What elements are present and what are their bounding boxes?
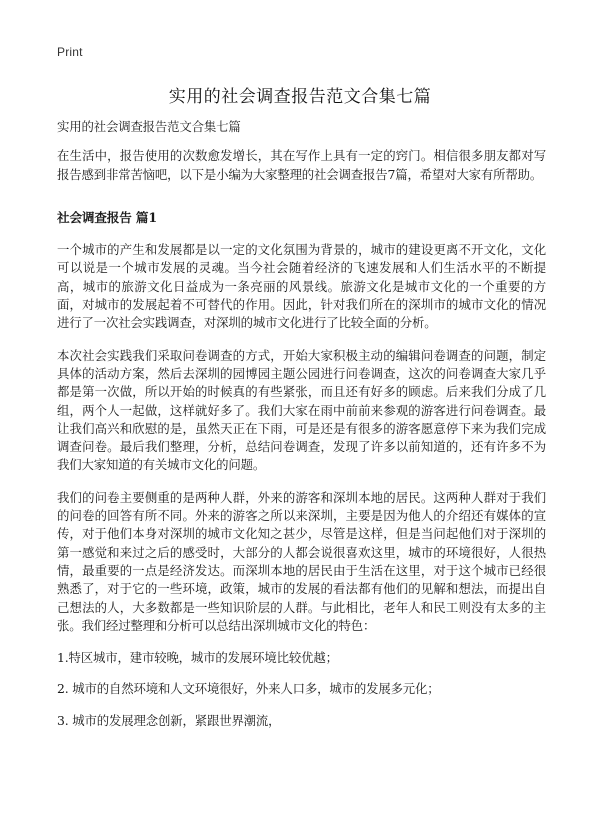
list-item-2: 2. 城市的自然环境和人文环境很好，外来人口多，城市的发展多元化； [57, 681, 440, 697]
list-item-1: 1.特区城市，建市较晚，城市的发展环境比较优越； [57, 650, 338, 666]
intro-paragraph: 在生活中，报告使用的次数愈发增长，其在写作上具有一定的窍门。相信很多朋友都对写报告感到非常苦恼吧，以下是小编为大家整理的社会调查报告7篇，希望对大家有所帮助。 [57, 148, 546, 182]
section-heading: 社会调查报告 篇1 [57, 209, 157, 225]
document-body [57, 118, 546, 743]
body-paragraph-2: 本次社会实践我们采取问卷调查的方式，开始大家积极主动的编辑问卷调查的问题，制定具体的活动方案，然后去深圳的园博园主题公园进行问卷调查，这次的问卷调查大家几乎都是第一次做，所以开始的时候真的有些紧张，而且还有好多的顾虑。后来我们分成了几组，两个人一起做，这样就好多了。我们大家在雨中前前来参观的游客进行问卷调查。最让我们高兴和欣慰的是，虽然天正在下雨，可是还是有很多的游客愿意停下来为我们完成调查问卷。最后我们整理，分析，总结问卷调查，发现了许多以前知道的，还有许多不为我们大家知道的有关城市文化的问题。 [57, 347, 546, 473]
document-title: 实用的社会调查报告范文合集七篇 [168, 87, 432, 107]
print-label[interactable]: Print [57, 45, 83, 59]
body-paragraph-3: 我们的问卷主要侧重的是两种人群，外来的游客和深圳本地的居民。这两种人群对于我们的问卷的回答有所不同。外来的游客之所以来深圳，主要是因为他人的介绍还有媒体的宣传，对于他们本身对深圳的城市文化知之甚少，尽管是这样，但是当问起他们对于深圳的第一感觉和来过之后的感受时，大部分的人都会说很喜欢这里，城市的环境很好，人很热情，最重要的一点是经济发达。而深圳本地的居民由于生活在这里，对于这个城市已经很熟悉了，对于它的一些环境，政策，城市的发展的看法都有他们的见解和想法，而提出自己想法的人，大多数都是一些知识阶层的人群。与此相比，老年人和民工则没有太多的主张。我们经过整理和分析可以总结出深圳城市文化的特色： [57, 489, 546, 633]
document-subtitle: 实用的社会调查报告范文合集七篇 [57, 119, 241, 134]
list-item-3: 3. 城市的发展理念创新，紧跟世界潮流， [57, 712, 281, 728]
body-paragraph-1: 一个城市的产生和发展都是以一定的文化氛围为背景的，城市的建设更离不开文化，文化可以说是一个城市发展的灵魂。当今社会随着经济的飞速发展和人们生活水平的不断提高，城市的旅游文化日益成为一条亮丽的风景线。旅游文化是城市文化的一个重要的方面，对城市的发展起着不可替代的作用。因此，针对我们所在的深圳市的城市文化的情况进行了一次社会实践调查，对深圳的城市文化进行了比较全面的分析。 [57, 242, 546, 331]
